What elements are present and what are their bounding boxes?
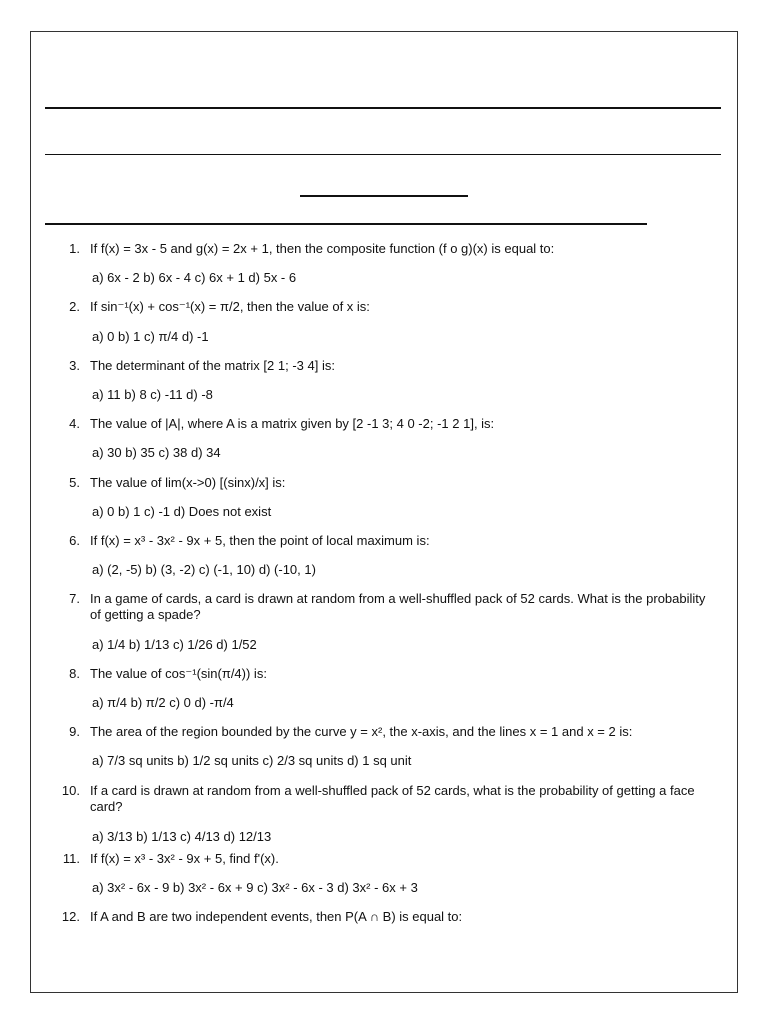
question-6-options: a) (2, -5) b) (3, -2) c) (-1, 10) d) (-10, 1) <box>92 562 316 577</box>
question-text: If f(x) = 3x - 5 and g(x) = 2x + 1, then the composite function (f o g)(x) is equal to: <box>90 241 555 256</box>
title-underline <box>300 195 468 197</box>
question-number: 4. <box>69 416 80 431</box>
question-text: If a card is drawn at random from a well-shuffled pack of 52 cards, what is the probability of getting a face card? <box>90 783 695 814</box>
question-text: If A and B are two independent events, then P(A ∩ B) is equal to: <box>90 909 463 924</box>
header-rule-1 <box>45 107 721 109</box>
question-number: 5. <box>69 475 80 490</box>
question-number: 3. <box>69 358 80 373</box>
question-number: 2. <box>69 299 80 314</box>
question-text: The determinant of the matrix [2 1; -3 4] is: <box>90 358 335 373</box>
question-text: In a game of cards, a card is drawn at random from a well-shuffled pack of 52 cards. What is the probability of getting a spade? <box>90 591 706 622</box>
header-rule-2 <box>45 154 721 155</box>
question-9-options: a) 7/3 sq units b) 1/2 sq units c) 2/3 sq units d) 1 sq unit <box>92 753 412 768</box>
question-number: 12. <box>61 909 80 924</box>
question-number: 8. <box>69 666 80 681</box>
header-rule-3 <box>45 223 647 225</box>
question-text: If f(x) = x³ - 3x² - 9x + 5, then the point of local maximum is: <box>90 533 430 548</box>
question-7-options: a) 1/4 b) 1/13 c) 1/26 d) 1/52 <box>92 637 257 652</box>
question-number: 11. <box>62 851 80 866</box>
question-text: If f(x) = x³ - 3x² - 9x + 5, find f'(x). <box>90 851 279 866</box>
question-4-options: a) 30 b) 35 c) 38 d) 34 <box>92 445 221 460</box>
question-number: 7. <box>69 591 80 606</box>
question-number: 6. <box>69 533 80 548</box>
question-text: The area of the region bounded by the curve y = x², the x-axis, and the lines x = 1 and x = 2 is: <box>90 724 633 739</box>
question-text: The value of cos⁻¹(sin(π/4)) is: <box>90 666 267 681</box>
question-2-options: a) 0 b) 1 c) π/4 d) -1 <box>92 329 209 344</box>
question-10-options: a) 3/13 b) 1/13 c) 4/13 d) 12/13 <box>92 829 272 844</box>
question-number: 10. <box>61 783 80 798</box>
question-5-options: a) 0 b) 1 c) -1 d) Does not exist <box>92 504 272 519</box>
question-1-options: a) 6x - 2 b) 6x - 4 c) 6x + 1 d) 5x - 6 <box>92 270 297 285</box>
question-3-options: a) 11 b) 8 c) -11 d) -8 <box>92 387 213 402</box>
question-text: The value of lim(x->0) [(sinx)/x] is: <box>90 475 286 490</box>
question-text: The value of |A|, where A is a matrix given by [2 -1 3; 4 0 -2; -1 2 1], is: <box>90 416 495 431</box>
question-11-options: a) 3x² - 6x - 9 b) 3x² - 6x + 9 c) 3x² - 6x - 3 d) 3x² - 6x + 3 <box>92 880 418 895</box>
question-number: 1. <box>69 241 80 256</box>
question-8-options: a) π/4 b) π/2 c) 0 d) -π/4 <box>92 695 234 710</box>
question-text: If sin⁻¹(x) + cos⁻¹(x) = π/2, then the value of x is: <box>90 299 370 314</box>
question-number: 9. <box>69 724 80 739</box>
